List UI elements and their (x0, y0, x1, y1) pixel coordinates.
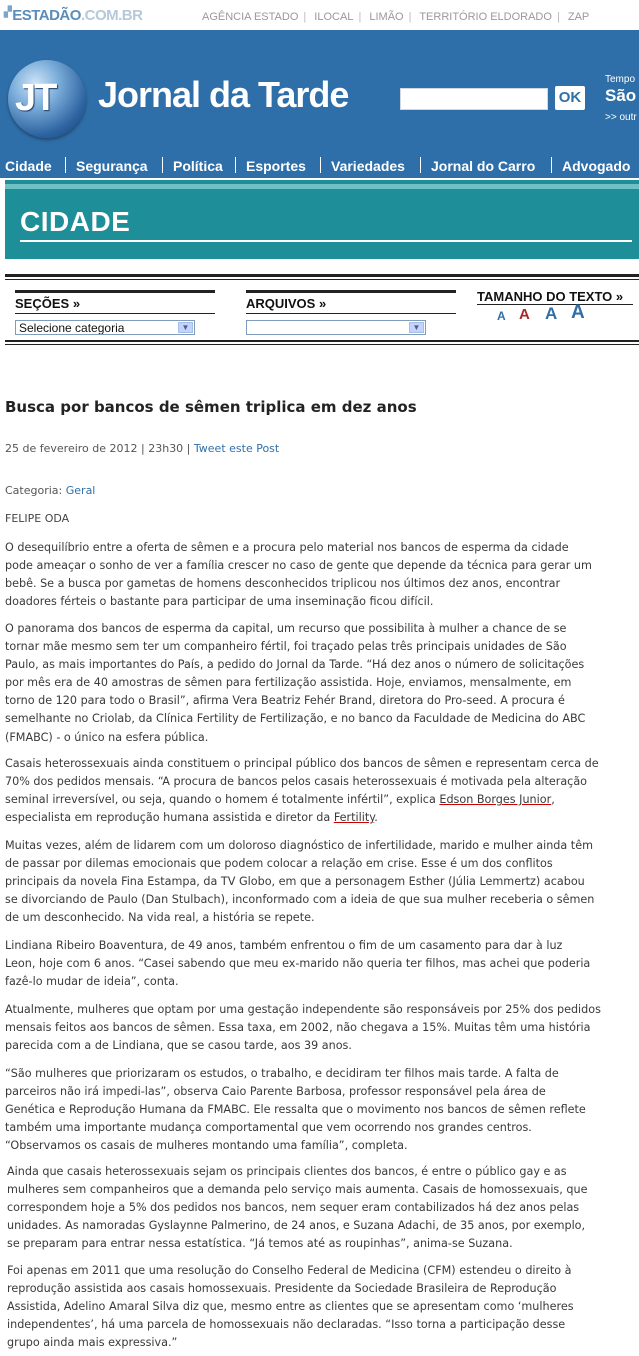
banner-divider (20, 240, 632, 242)
font-size-xlarge-button[interactable]: A (571, 302, 585, 323)
jt-logo[interactable]: JT (8, 60, 86, 138)
font-size-large-button[interactable]: A (545, 304, 558, 323)
text-size-label: TAMANHO DO TEXTO » (477, 289, 624, 304)
nav-esportes[interactable]: Esportes (246, 158, 306, 174)
tweet-link[interactable]: Tweet este Post (193, 442, 280, 455)
article-paragraph-6: Atualmente, mulheres que optam por uma gestação independente são responsáveis por 25% dos pedidos mensais feitos aos bancos de sêmen. Essa taxa, em 2002, não chegava a 15%. Muitas têm uma história parecida com a de Lindiana, que se casou tarde, aos 39 anos. (5, 1003, 601, 1053)
font-size-small-button[interactable]: A (497, 309, 506, 323)
section-title: CIDADE (20, 206, 131, 237)
spellcheck-fertility-link[interactable]: Fertility (333, 811, 375, 825)
search-input[interactable] (400, 88, 548, 110)
tools-bottom-rule (5, 340, 639, 342)
article-paragraph-1: O desequilíbrio entre a oferta de sêmen e a procura pelo material nos bancos de esperma da cidade pode ameaçar o sonho de ver a família crescer no caso de gente que depende da técnica para gerar um bebê. Se a busca por gametas de homens desconhecidos triplicou nos últimos dez anos, encontrar doadores férteis o bastante para participar de uma inseminação ficou difícil. (5, 541, 592, 609)
nav-jornal-do-carro[interactable]: Jornal do Carro (431, 158, 536, 174)
search-ok-button[interactable]: OK (555, 86, 585, 110)
nav-cidade[interactable]: Cidade (5, 158, 52, 174)
nav-seguranca[interactable]: Segurança (76, 158, 148, 174)
article-paragraph-3: Casais heterossexuais ainda constituem o principal público dos bancos de sêmen e representam cerca de 70% dos pedidos mensais. “A procura de bancos pelos casais heterossexuais é motivada pela alteração seminal irreversível, ou seja, quando o homem é totalmente infértil”, explica Edson Borges Junior, especialista em reprodução humana assistida e diretor da Fertility. (5, 757, 599, 825)
arquivos-select[interactable] (246, 320, 426, 335)
article-author: FELIPE ODA (5, 512, 70, 525)
top-nav: AGÊNCIA ESTADO | ILOCAL | LIMÃO | TERRITÓRIO ELDORADO | ZAP (202, 11, 590, 23)
category-link[interactable]: Geral (65, 484, 96, 497)
top-link-agencia-estado[interactable]: AGÊNCIA ESTADO (202, 11, 299, 23)
secoes-select[interactable]: Selecione categoria ▼ (15, 320, 195, 335)
section-banner (5, 180, 639, 259)
article-headline: Busca por bancos de sêmen triplica em dez anos (5, 398, 417, 416)
nav-politica[interactable]: Política (173, 158, 223, 174)
article-paragraph-9: Foi apenas em 2011 que uma resolução do Conselho Federal de Medicina (CFM) estendeu o direito à reprodução assistida aos casais homossexuais. Presidente da Sociedade Brasileira de Reprodução Assistida, Adelino Amaral Silva diz que, mesmo entre as clientes que se apresentam como ‘mulheres independentes’, há uma parcela de homossexuais não declaradas. “Isso torna a participação desse grupo ainda mais expressiva.” (7, 1264, 574, 1350)
tools-top-rule (5, 274, 639, 277)
secoes-label: SEÇÕES » (15, 296, 81, 311)
arquivos-label: ARQUIVOS » (246, 296, 327, 311)
article-paragraph-5: Lindiana Ribeiro Boaventura, de 49 anos, também enfrentou o fim de um casamento para dar à luz Leon, hoje com 6 anos. “Casei sabendo que meu ex-marido não queria ter filhos, mas achei que poderia fazê-lo mudar de ideia”, conta. (5, 939, 591, 989)
top-link-zap[interactable]: ZAP (567, 11, 590, 23)
article-paragraph-4: Muitas vezes, além de lidarem com um doloroso diagnóstico de infertilidade, marido e mulher ainda têm de passar por dilemas emocionais que podem colocar a relação em crise. Esse é um dos conflitos principais da novela Fina Estampa, da TV Globo, em que a personagem Esther (Júlia Lemmertz) acabou se divorciando de Paulo (Dan Stulbach), inconformado com a ideia de que sua mulher receberia o sêmen de um desconhecido. Na vida real, a história se repete. (5, 839, 595, 925)
article-time: 23h30 (148, 442, 184, 455)
top-link-limao[interactable]: LIMÃO (369, 11, 404, 23)
secoes-block (15, 290, 215, 314)
article-date: 25 de fevereiro de 2012 (5, 442, 138, 455)
weather-more-link[interactable]: >> outr (605, 112, 637, 123)
article-paragraph-8: Ainda que casais heterossexuais sejam os principais clientes dos bancos, é entre o público gay e as mulheres sem companheiros que a demanda pelo serviço mais aumenta. Casais de homossexuais, que correspondem hoje a 5% dos pedidos nos bancos, nem sequer eram contabilizados há dez anos pelas unidades. As namoradas Gyslaynne Palmerino, de 24 anos, e Suzana Adachi, de 35 anos, por exemplo, se preparam para entrar nessa estatística. “Já temos até as roupinhas”, anima-se Suzana. (7, 1165, 588, 1251)
article-paragraph-2: O panorama dos bancos de esperma da capital, um recurso que possibilita à mulher a chance de se tornar mãe mesmo sem ter um companheiro fértil, foi traçado pelas três principais unidades de São Paulo, as mais importantes do País, a pedido do Jornal da Tarde. “Há dez anos o número de solicitações por mês era de 40 amostras de sêmen para fertilização assistida. Hoje, enviamos, mensalmente, em torno de 120 para todo o Brasil”, afirma Vera Beatriz Fehér Brand, diretora do Pro-seed. A procura é semelhante no Criolab, da Clínica Fertility de Fertilização, e no banco da Faculdade de Medicina do ABC (FMABC) - o único na esfera pública. (5, 622, 586, 744)
estadao-logo[interactable]: ▞ESTADÃO.COM.BR (4, 7, 143, 24)
article-meta: 25 de fevereiro de 2012 | 23h30 | Tweet este Post (5, 442, 280, 455)
nav-variedades[interactable]: Variedades (331, 158, 405, 174)
chevron-down-icon[interactable]: ▼ (178, 322, 193, 333)
chevron-down-icon[interactable]: ▼ (409, 322, 424, 333)
weather-label: Tempo (605, 74, 636, 85)
section-nav (0, 152, 639, 178)
top-link-territorio-eldorado[interactable]: TERRITÓRIO ELDORADO (419, 11, 552, 23)
article-paragraph-7: “São mulheres que priorizaram os estudos, o trabalho, e decidiram ter filhos mais tarde. A falta de parceiros não irá impedi-las”, observa Caio Parente Barbosa, professor responsável pela área de Genética e Reprodução Humana da FMABC. Ele ressalta que o movimento nos bancos de sêmen reflete também uma importante mudança comportamental que vem ocorrendo nos grandes centros. “Observamos os casais de mulheres montando uma família”, completa. (5, 1067, 586, 1153)
site-header (0, 30, 639, 152)
brand-name[interactable]: Jornal da Tarde (98, 74, 349, 115)
logo-mark-icon: ▞ (4, 7, 12, 18)
top-bar (0, 0, 639, 30)
arquivos-block (246, 290, 456, 314)
spellcheck-name-link[interactable]: Edson Borges Junior (439, 793, 552, 807)
top-link-ilocal[interactable]: ILOCAL (314, 11, 354, 23)
font-size-normal-button[interactable]: A (519, 306, 530, 323)
weather-city: São (605, 86, 637, 105)
article-category: Categoria: Geral (5, 484, 96, 497)
nav-advogado[interactable]: Advogado (562, 158, 631, 174)
